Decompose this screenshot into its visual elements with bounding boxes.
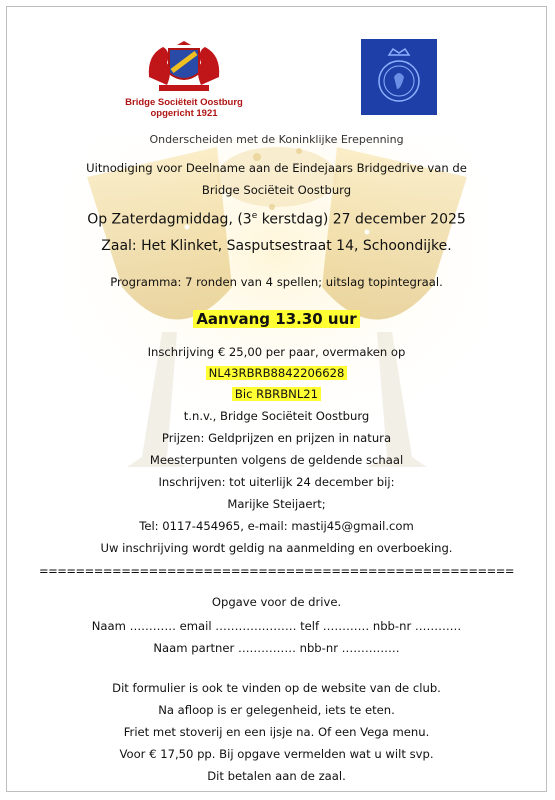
programme: Programma: 7 ronden van 4 spellen; uitslag topintegraal. bbox=[110, 275, 443, 289]
contact-name: Marijke Steijaert; bbox=[227, 497, 326, 511]
form-row-1: Naam ………… email ………………… telf ………… nbb-nr ………… bbox=[91, 619, 462, 633]
contact-details: Tel: 0117-454965, e-mail: mastij45@gmail.com bbox=[139, 519, 414, 533]
footer-line-5: Dit betalen aan de zaal. bbox=[207, 769, 346, 783]
club-logo bbox=[125, 41, 243, 131]
footer-line-3: Friet met stoverij en een ijsje na. Of een Vega menu. bbox=[123, 725, 430, 739]
club-founded: opgericht 1921 bbox=[150, 108, 218, 119]
club-name: Bridge Sociëteit Oostburg bbox=[125, 97, 243, 108]
registration-valid-note: Uw inschrijving wordt geldig na aanmelding en overboeking. bbox=[100, 541, 453, 555]
form-title: Opgave voor de drive. bbox=[211, 595, 342, 609]
fee-text: Inschrijving € 25,00 per paar, overmaken op bbox=[147, 345, 406, 359]
iban: NL43RBRB8842206628 bbox=[7, 366, 546, 380]
prizes: Prijzen: Geldprijzen en prijzen in natura bbox=[161, 431, 392, 445]
account-holder: t.n.v., Bridge Sociëteit Oostburg bbox=[183, 409, 370, 423]
royal-medal-logo bbox=[361, 39, 437, 115]
club-crest-icon bbox=[139, 41, 229, 93]
footer-line-4: Voor € 17,50 pp. Bij opgave vermelden wat u wilt svp. bbox=[119, 747, 434, 761]
invitation-line-2: Bridge Sociëteit Oostburg bbox=[201, 183, 352, 197]
form-row-2: Naam partner …………… nbb-nr …………… bbox=[153, 641, 400, 655]
footer-line-2: Na afloop is er gelegenheid, iets te eten. bbox=[158, 703, 395, 717]
subtitle: Onderscheiden met de Koninklijke Erepenning bbox=[149, 133, 404, 146]
event-date: Op Zaterdagmiddag, (3e kerstdag) 27 december 2025 bbox=[87, 211, 466, 228]
event-venue: Zaal: Het Klinket, Sasputsestraat 14, Schoondijke. bbox=[101, 238, 452, 254]
royal-medal-icon bbox=[361, 39, 437, 115]
bic: Bic RBRBNL21 bbox=[7, 387, 546, 401]
registration-deadline: Inschrijven: tot uiterlijk 24 december bij: bbox=[158, 475, 395, 489]
footer-line-1: Dit formulier is ook te vinden op de website van de club. bbox=[112, 681, 441, 695]
start-time: Aanvang 13.30 uur bbox=[7, 309, 546, 328]
invitation-line-1: Uitnodiging voor Deelname aan de Eindejaars Bridgedrive van de bbox=[86, 161, 467, 175]
master-points: Meesterpunten volgens de geldende schaal bbox=[149, 453, 404, 467]
separator: ==================================================== bbox=[38, 564, 515, 578]
invitation-page bbox=[6, 6, 547, 792]
